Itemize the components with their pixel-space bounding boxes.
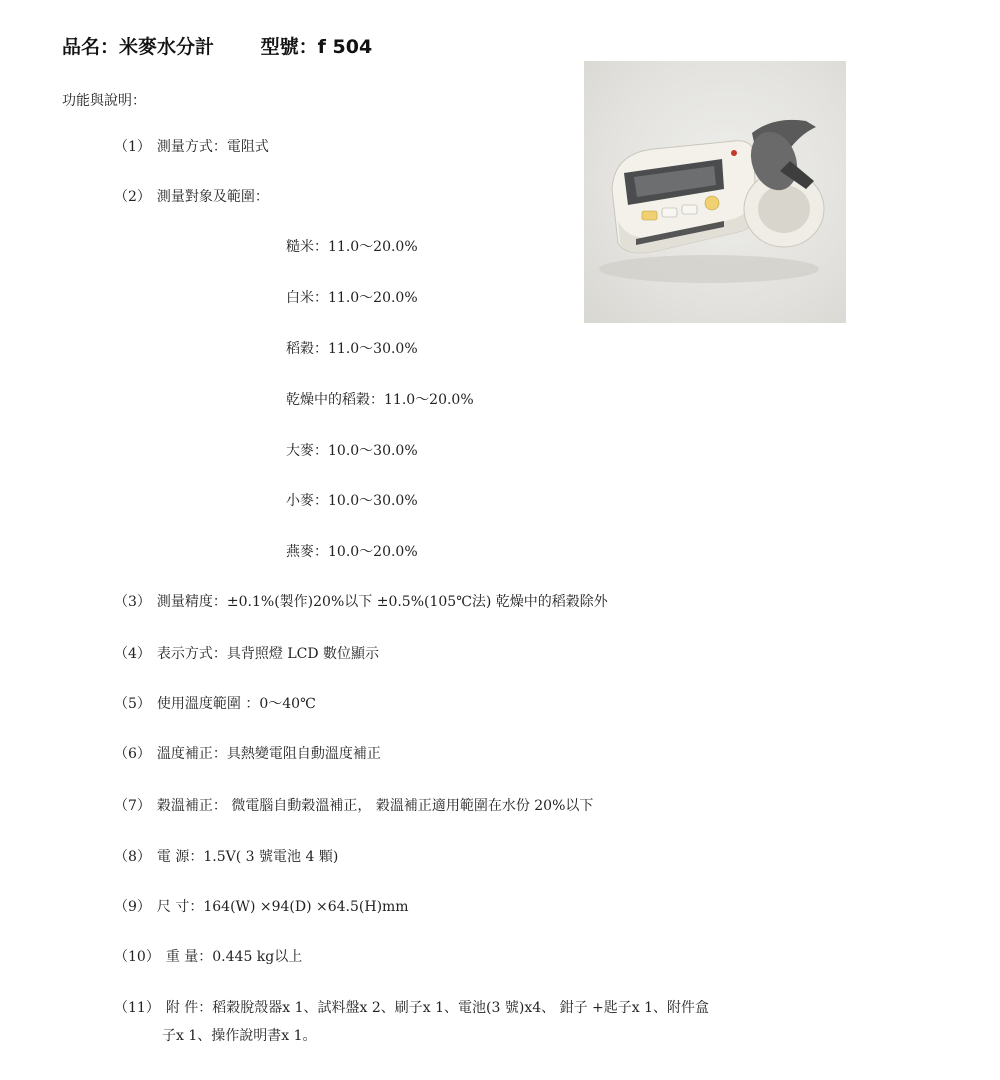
spec-item-8 [114,846,338,866]
item-text: 尺 寸：164(W) ×94(D) ×64.5(H)mm [156,899,409,915]
spec-item-11 [114,997,709,1017]
item-number: （6） [114,746,151,762]
item-text: 電 源：1.5V( 3 號電池 4 顆) [156,849,339,865]
item-text: 測量對象及範圍： [156,189,269,205]
item-text: 溫度補正：具熱變電阻自動溫度補正 [156,746,381,762]
item-text: 重 量：0.445 kg以上 [165,949,303,965]
range-oats: 燕麥：10.0～20.0% [286,544,418,560]
spec-item-10 [114,946,302,966]
spec-item-1 [114,136,269,156]
spec-item-3 [114,591,608,611]
spec-item-4 [114,643,379,663]
range-barley: 大麥：10.0～30.0% [286,443,418,459]
section-heading: 功能與說明： [62,93,146,109]
item-number: （9） [114,899,151,915]
range-paddy: 稻穀：11.0～30.0% [286,341,418,357]
range-drying-paddy: 乾燥中的稻穀：11.0～20.0% [286,392,474,408]
item-number: （3） [114,594,151,610]
spec-item-7 [114,795,593,815]
item-text: 穀溫補正： 微電腦自動穀溫補正， 穀溫補正適用範圍在水份 20%以下 [156,798,594,814]
item-number: （5） [114,696,151,712]
range-wheat: 小麥：10.0～30.0% [286,493,418,509]
item-text: 表示方式：具背照燈 LCD 數位顯示 [156,646,380,662]
item-text: 測量方式：電阻式 [156,139,269,155]
item-number: （4） [114,646,151,662]
item-number: （8） [114,849,151,865]
product-model: 型號：f 504 [260,36,373,58]
item-text: 測量精度：±0.1%(製作)20%以下 ±0.5%(105℃法) 乾燥中的稻穀除外 [156,594,608,610]
moisture-meter-image [584,61,846,323]
item-number: （10） [114,949,160,965]
item-text: 附 件：稻穀脫殼器x 1、試料盤x 2、刷子x 1、電池(3 號)x4、 鉗子 +匙子x 1、附件盒 [165,1000,710,1016]
product-name: 品名：米麥水分計 [62,36,215,58]
spec-item-6 [114,743,381,763]
range-brown-rice: 糙米：11.0～20.0% [286,239,418,255]
item-text: 使用溫度範圍 ：0～40℃ [156,696,316,712]
spec-item-9 [114,896,409,916]
item-number: （7） [114,798,151,814]
item-number: （2） [114,189,151,205]
item-number: （1） [114,139,151,155]
product-photo [584,61,846,323]
spec-item-11-continued: 子x 1、操作說明書x 1。 [162,1028,317,1044]
item-number: （11） [114,1000,160,1016]
spec-item-2 [114,186,269,206]
spec-item-5 [114,693,316,713]
range-white-rice: 白米：11.0～20.0% [286,290,418,306]
product-title [62,32,372,59]
